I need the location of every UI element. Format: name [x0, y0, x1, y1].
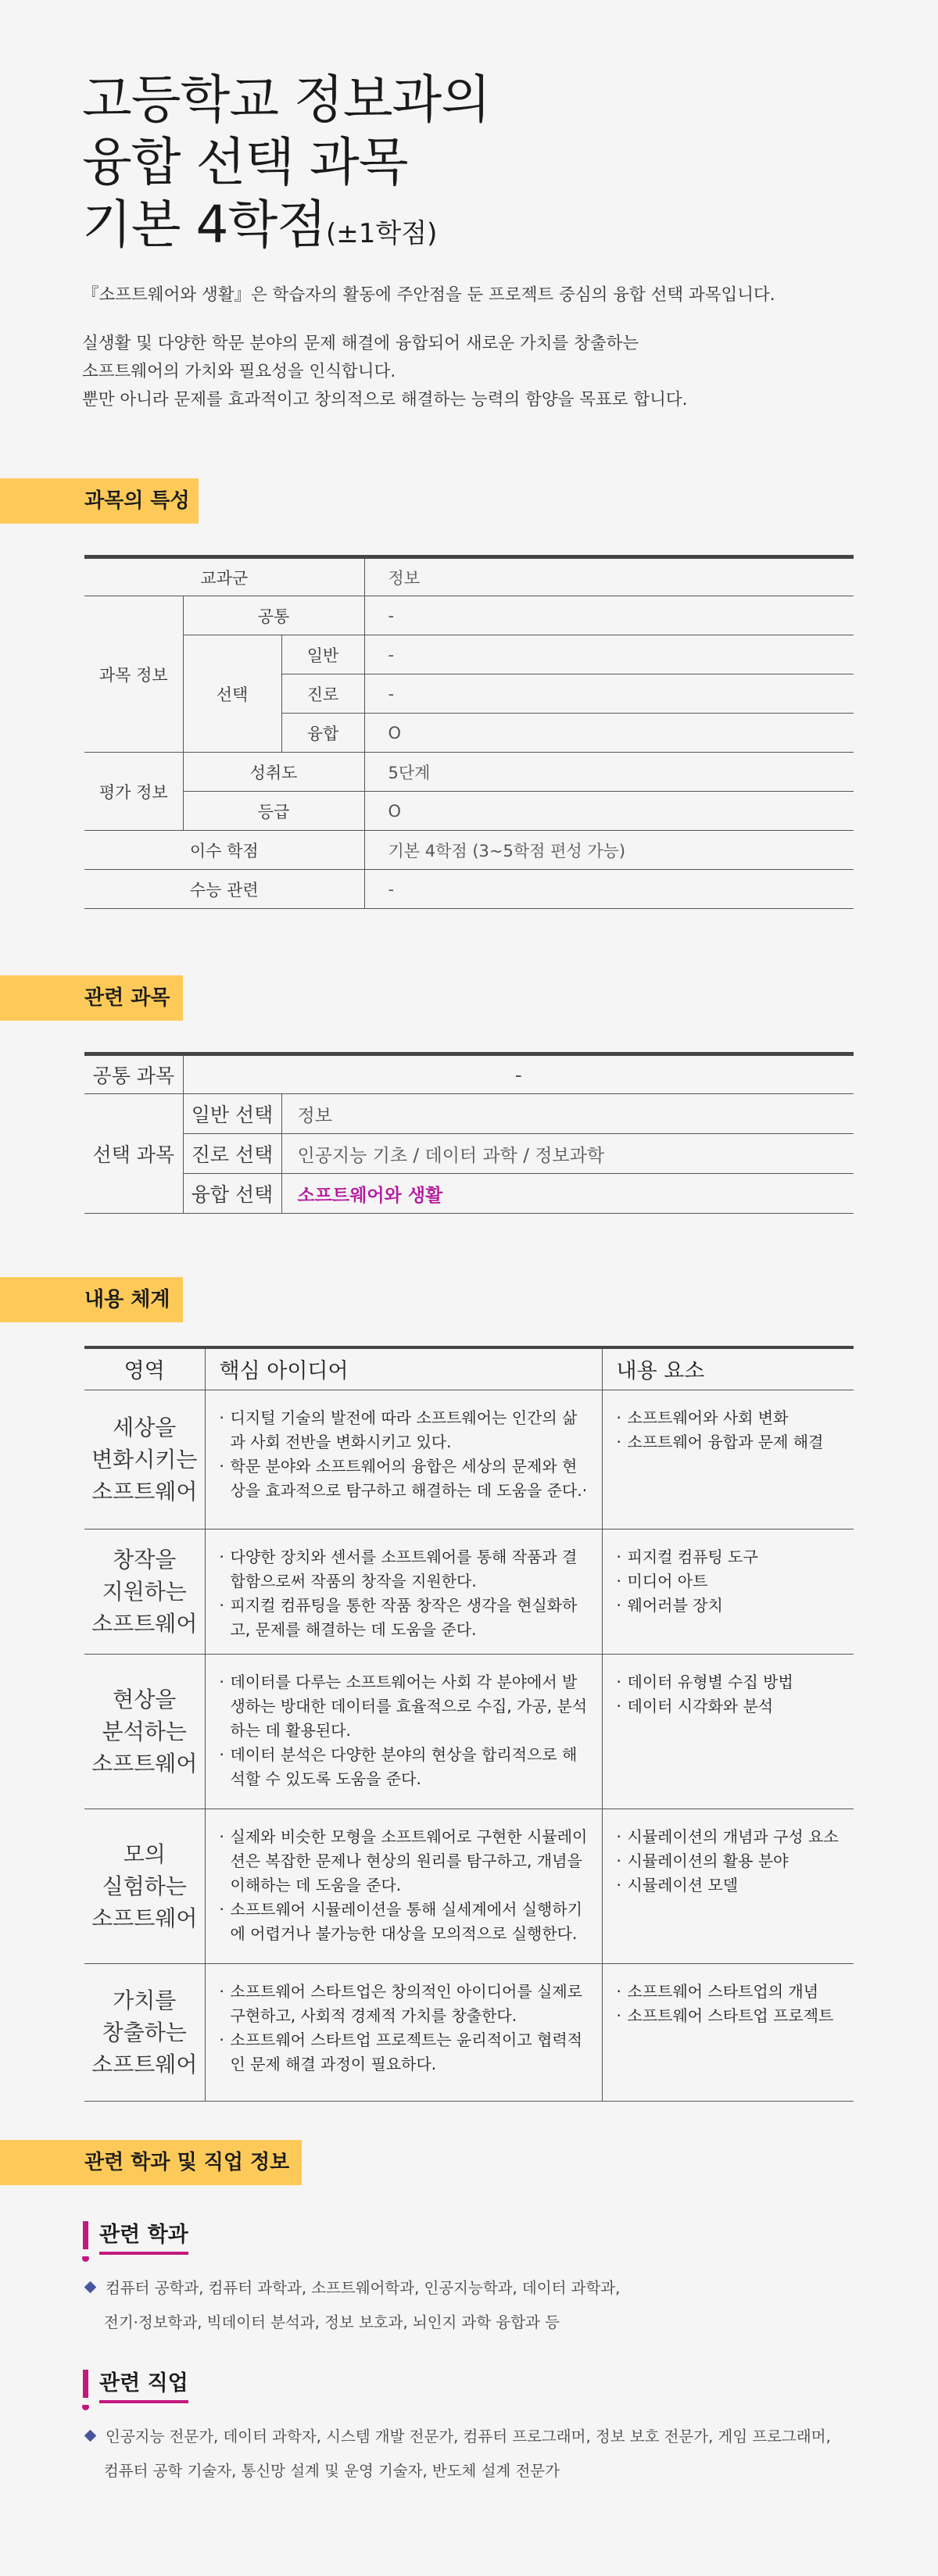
title-line-1: 고등학교 정보과의: [82, 70, 491, 130]
content-element-item: · 데이터 시각화와 분석: [617, 1694, 847, 1719]
exclamation-icon: [83, 2221, 88, 2256]
table-row: [84, 1174, 854, 1214]
core-idea-cell: [205, 1809, 602, 1963]
course-spec-table: [84, 555, 854, 909]
spec-label: 과목 정보: [84, 596, 183, 753]
spec-value: 정보: [364, 557, 854, 596]
core-idea-cell: [205, 1654, 602, 1809]
spec-label: 선택: [183, 635, 281, 753]
area-label-line: 소프트웨어: [91, 1610, 198, 1637]
table-header-row: [84, 1347, 854, 1390]
content-element-cell: [602, 1963, 854, 2101]
area-cell: [84, 1529, 205, 1654]
table-row: [84, 1390, 854, 1529]
table-row: [84, 1134, 854, 1174]
related-value: 정보: [281, 1094, 854, 1134]
spec-value: -: [364, 674, 854, 714]
jobs-heading: [83, 2370, 188, 2404]
area-label-line: 현상을: [113, 1686, 177, 1712]
intro-description: [82, 330, 688, 414]
core-idea-cell: [205, 1963, 602, 2101]
table-row: [84, 831, 854, 870]
area-label-line: 실험하는: [102, 1873, 187, 1899]
jobs-list: [86, 2420, 831, 2488]
related-value-highlight: 소프트웨어와 생활: [281, 1174, 854, 1214]
related-value: -: [183, 1054, 854, 1094]
area-label-line: 가치를: [113, 1987, 177, 2013]
list-item: [86, 2420, 831, 2454]
area-label-line: 지원하는: [102, 1578, 187, 1605]
related-label: 일반 선택: [183, 1094, 281, 1134]
core-idea-item: · 실제와 비슷한 모형을 소프트웨어로 구현한 시뮬레이션은 복잡한 문제나 현상의 원리를 탐구하고, 개념을 이해하는 데 도움을 준다.: [220, 1825, 591, 1898]
diamond-bullet-icon: [84, 2430, 97, 2442]
content-element-cell: [602, 1809, 854, 1963]
content-element-item: · 소프트웨어 융합과 문제 해결: [617, 1430, 847, 1454]
spec-value: 기본 4학점 (3~5학점 편성 가능): [364, 831, 854, 870]
spec-label: 융합: [281, 714, 364, 753]
spec-label: 진로: [281, 674, 364, 714]
area-cell: [84, 1809, 205, 1963]
content-element-cell: [602, 1654, 854, 1809]
core-idea-item: · 소프트웨어 스타트업 프로젝트는 윤리적이고 협력적인 문제 해결 과정이 필요하다.: [220, 2028, 591, 2077]
core-idea-item: · 소프트웨어 시뮬레이션을 통해 실세계에서 실행하기에 어렵거나 불가능한 대상을 모의적으로 실행한다.: [220, 1898, 591, 1946]
intro-line: 소프트웨어의 가치와 필요성을 인식합니다.: [82, 362, 396, 381]
core-idea-cell: [205, 1529, 602, 1654]
spec-label: 공통: [183, 596, 364, 635]
spec-value: -: [364, 596, 854, 635]
content-element-item: · 피지컬 컴퓨팅 도구: [617, 1545, 847, 1569]
jobs-line: 컴퓨터 공학 기술자, 통신망 설계 및 운영 기술자, 반도체 설계 전문가: [104, 2462, 560, 2480]
jobs-line: 인공지능 전문가, 데이터 과학자, 시스템 개발 전문가, 컴퓨터 프로그래머, 정보 보호 전문가, 게임 프로그래머,: [106, 2428, 831, 2445]
title-line-3: [82, 194, 490, 265]
content-element-item: · 시뮬레이션 모델: [617, 1873, 847, 1898]
table-row: [84, 1809, 854, 1963]
table-row: [84, 1094, 854, 1134]
area-label-line: 분석하는: [102, 1718, 187, 1744]
spec-value: -: [364, 635, 854, 674]
core-idea-cell: [205, 1390, 602, 1529]
spec-label: 성취도: [183, 753, 364, 792]
area-label-line: 모의: [123, 1841, 166, 1867]
core-idea-item: · 데이터 분석은 다양한 분야의 현상을 합리적으로 해석할 수 있도록 도움을 준다.: [220, 1743, 591, 1791]
table-row: [84, 792, 854, 831]
section-tab-characteristics: 과목의 특성: [0, 478, 199, 524]
area-label-line: 창출하는: [102, 2019, 187, 2045]
area-label-line: 창작을: [113, 1546, 177, 1572]
area-label-line: 소프트웨어: [91, 1750, 198, 1776]
column-header: 영역: [84, 1347, 205, 1390]
content-element-item: · 소프트웨어 스타트업의 개념: [617, 1980, 847, 2004]
content-element-item: · 시뮬레이션의 개념과 구성 요소: [617, 1825, 847, 1849]
intro-line: 실생활 및 다양한 학문 분야의 문제 해결에 융합되어 새로운 가치를 창출하는: [82, 334, 639, 353]
related-label: 공통 과목: [84, 1054, 183, 1094]
table-row: [84, 557, 854, 596]
jobs-title: 관련 직업: [99, 2370, 188, 2403]
section-tab-careers: 관련 학과 및 직업 정보: [0, 2140, 302, 2185]
page-title: [82, 69, 490, 265]
area-label-line: 세상을: [113, 1414, 177, 1440]
exclamation-icon: [83, 2370, 88, 2404]
table-row: [84, 1963, 854, 2101]
column-header: 내용 요소: [602, 1347, 854, 1390]
spec-label: 평가 정보: [84, 753, 183, 831]
table-row: [84, 635, 854, 674]
table-row: [84, 1529, 854, 1654]
related-value: 인공지능 기초 / 데이터 과학 / 정보과학: [281, 1134, 854, 1174]
table-row: [84, 753, 854, 792]
table-row: [84, 870, 854, 909]
diamond-bullet-icon: [84, 2281, 97, 2294]
related-label: 융합 선택: [183, 1174, 281, 1214]
content-system-table: [84, 1346, 854, 2102]
core-idea-item: · 다양한 장치와 센서를 소프트웨어를 통해 작품과 결합함으로써 작품의 창작을 지원한다.: [220, 1545, 591, 1594]
section-tab-related-subjects: 관련 과목: [0, 975, 183, 1021]
content-element-item: · 소프트웨어와 사회 변화: [617, 1406, 847, 1430]
related-label: 진로 선택: [183, 1134, 281, 1174]
departments-heading: [83, 2221, 188, 2256]
content-element-cell: [602, 1529, 854, 1654]
title-line-2: 융합 선택 과목: [82, 132, 408, 192]
spec-value: O: [364, 714, 854, 753]
title-credit-note: (±1학점): [326, 218, 438, 249]
spec-label: 수능 관련: [84, 870, 364, 909]
column-header: 핵심 아이디어: [205, 1347, 602, 1390]
title-credits: 기본 4학점: [82, 195, 326, 255]
core-idea-item: · 소프트웨어 스타트업은 창의적인 아이디어를 실제로 구현하고, 사회적 경제적 가치를 창출한다.: [220, 1980, 591, 2028]
spec-label: 등급: [183, 792, 364, 831]
intro-line: 뿐만 아니라 문제를 효과적이고 창의적으로 해결하는 능력의 함양을 목표로 합니다.: [82, 390, 688, 410]
core-idea-item: · 디지털 기술의 발전에 따라 소프트웨어는 인간의 삶과 사회 전반을 변화시키고 있다.: [220, 1406, 591, 1454]
departments-title: 관련 학과: [99, 2222, 188, 2255]
spec-value: -: [364, 870, 854, 909]
content-element-item: · 웨어러블 장치: [617, 1594, 847, 1618]
core-idea-item: · 학문 분야와 소프트웨어의 융합은 세상의 문제와 현상을 효과적으로 탐구하고 해결하는 데 도움을 준다.·: [220, 1454, 591, 1503]
content-element-item: · 시뮬레이션의 활용 분야: [617, 1849, 847, 1873]
section-tab-content-system: 내용 체계: [0, 1277, 183, 1322]
core-idea-item: · 데이터를 다루는 소프트웨어는 사회 각 분야에서 발생하는 방대한 데이터를 효율적으로 수집, 가공, 분석하는 데 활용된다.: [220, 1670, 591, 1743]
departments-list: [86, 2271, 620, 2340]
table-row: [84, 596, 854, 635]
content-element-item: · 미디어 아트: [617, 1569, 847, 1594]
spec-label: 일반: [281, 635, 364, 674]
intro-summary: 『소프트웨어와 생활』은 학습자의 활동에 주안점을 둔 프로젝트 중심의 융합 선택 과목입니다.: [82, 285, 775, 305]
related-subjects-table: [84, 1052, 854, 1214]
content-element-cell: [602, 1390, 854, 1529]
area-label-line: 변화시키는: [91, 1446, 198, 1472]
spec-label: 이수 학점: [84, 831, 364, 870]
departments-line: 전기·정보학과, 빅데이터 분석과, 정보 보호과, 뇌인지 과학 융합과 등: [104, 2313, 560, 2331]
area-label-line: 소프트웨어: [91, 1478, 198, 1504]
spec-value: 5단계: [364, 753, 854, 792]
area-cell: [84, 1654, 205, 1809]
area-cell: [84, 1963, 205, 2101]
area-label-line: 소프트웨어: [91, 1905, 198, 1931]
departments-line: 컴퓨터 공학과, 컴퓨터 과학과, 소프트웨어학과, 인공지능학과, 데이터 과학과,: [106, 2279, 621, 2297]
content-element-item: · 데이터 유형별 수집 방법: [617, 1670, 847, 1694]
spec-value: O: [364, 792, 854, 831]
area-label-line: 소프트웨어: [91, 2051, 198, 2077]
spec-label: 교과군: [84, 557, 364, 596]
list-item: [86, 2271, 620, 2306]
table-row: [84, 1654, 854, 1809]
area-cell: [84, 1390, 205, 1529]
content-element-item: · 소프트웨어 스타트업 프로젝트: [617, 2004, 847, 2028]
core-idea-item: · 피지컬 컴퓨팅을 통한 작품 창작은 생각을 현실화하고, 문제를 해결하는 데 도움을 준다.: [220, 1594, 591, 1642]
related-label: 선택 과목: [84, 1094, 183, 1214]
table-row: [84, 1054, 854, 1094]
